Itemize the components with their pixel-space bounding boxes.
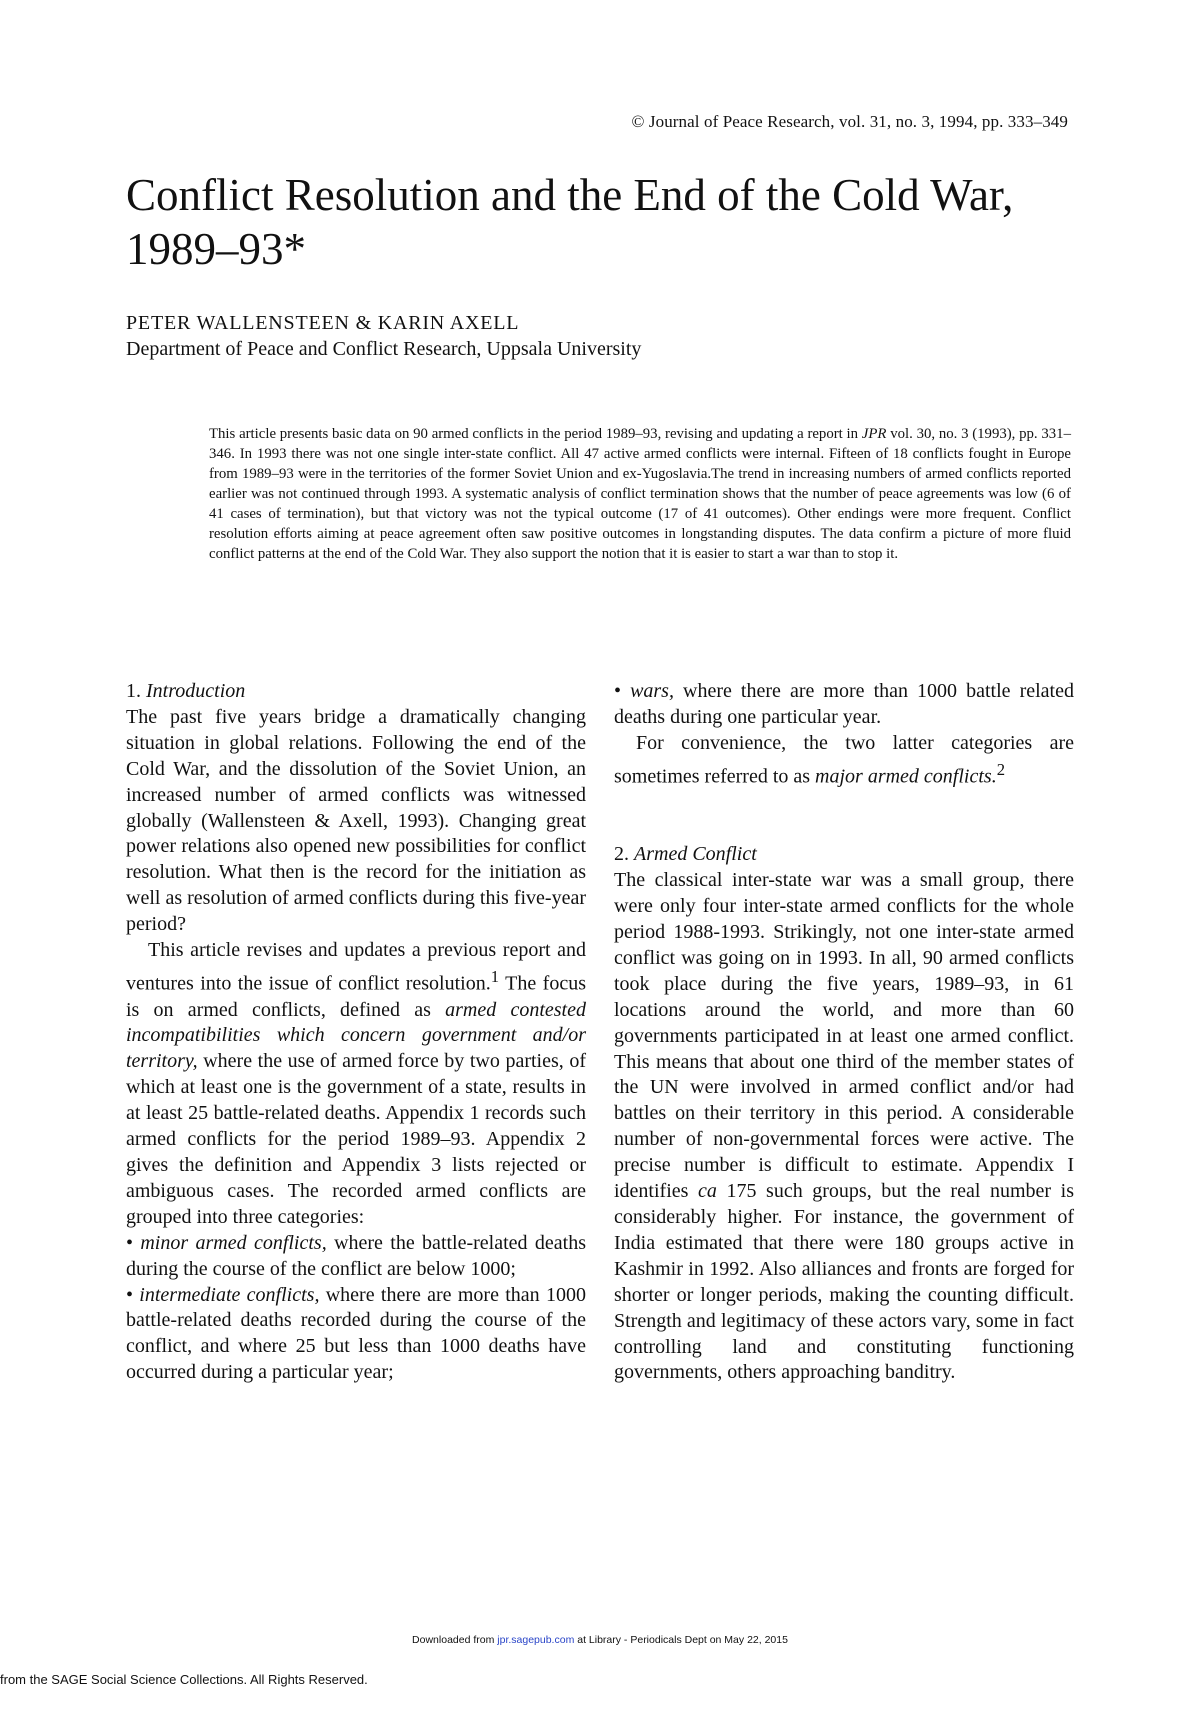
bullet-wars-term: wars, — [630, 680, 674, 702]
download-prefix: Downloaded from — [412, 1634, 498, 1646]
armed-conflict-paragraph-1 — [614, 868, 1074, 1386]
section-1-number: 1. — [126, 680, 141, 702]
journal-citation: © Journal of Peace Research, vol. 31, no. 3, 1994, pp. 333–349 — [631, 112, 1068, 131]
download-link[interactable]: jpr.sagepub.com — [497, 1634, 575, 1646]
article-title: Conflict Resolution and the End of the Cold War, 1989–93* — [126, 170, 1014, 274]
bullet-intermediate-text: where there are more than 1000 battle-related deaths recorded during the course of the conflict, and where 25 but less than 1000 deaths have occurred during a particular year; — [126, 1283, 586, 1384]
bullet-wars-text: where there are more than 1000 battle related deaths during one particular year. — [614, 680, 1074, 728]
rights-notice: from the SAGE Social Science Collections. All Rights Reserved. — [0, 1672, 368, 1687]
intro-p2-text-b: The focus is on armed conflicts, defined as — [126, 972, 586, 1021]
abstract — [209, 424, 1071, 564]
section-2-title: Armed Conflict — [634, 843, 757, 866]
right-column — [614, 679, 1074, 1386]
download-suffix: at Library - Periodicals Dept on May 22, 2015 — [574, 1634, 788, 1646]
circa-abbrev: ca — [698, 1180, 717, 1203]
article-authors: PETER WALLENSTEEN & KARIN AXELL — [126, 312, 520, 334]
footnote-marker-2: 2 — [996, 759, 1006, 779]
armed-conflict-p1-text-a: The classical inter-state war was a small group, there were only four inter-state armed conflicts for the whole period 1988-1993. Strikingly, not one inter-state armed conflict was going on in 1993. In all, 90 armed conflicts took place during the five years, 1989–93, in 61 locations around the world, and more than 60 governments participated in at least one armed conflict. This means that about one third of the member states of the UN were involved in armed conflict and/or had battles on their territory in this period. A considerable number of non-governmental forces were active. The precise number is difficult to estimate. Appendix I identifies — [614, 869, 1074, 1203]
intro-paragraph-3 — [614, 731, 1074, 790]
intro-p2-text-a: This article revises and updates a previous report and ventures into the issue of conflict resolution. — [126, 939, 586, 995]
intro-p2-text-c: where the use of armed force by two parties, of which at least one is the government of a state, results in at least 25 battle-related deaths. Appendix 1 records such armed conflicts for the period 1989–93. Appendix 2 gives the definition and Appendix 3 lists rejected or ambiguous cases. The recorded armed conflicts are grouped into three categories: — [126, 1050, 586, 1228]
section-1-title: Introduction — [146, 680, 246, 702]
intro-paragraph-1: The past five years bridge a dramatically changing situation in global relations. Following the end of the Cold War, and the dissolution of the Soviet Union, an increased number of armed conflicts was witnessed globally (Wallensteen & Axell, 1993). Changing great power relations also opened new possibilities for conflict resolution. What then is the record for the initiation as well as resolution of armed conflicts during this five-year period? — [126, 705, 586, 936]
section-2-heading — [614, 842, 1074, 868]
abstract-text-1: This article presents basic data on 90 armed conflicts in the period 1989–93, revising and updating a report in — [209, 426, 862, 442]
section-spacer — [614, 790, 1074, 842]
footnote-marker-1: 1 — [490, 966, 500, 986]
intro-paragraph-2 — [126, 938, 586, 1231]
section-2-number: 2. — [614, 843, 629, 866]
bullet-wars: • wars, where there are more than 1000 battle related deaths during one particular year. — [614, 680, 1074, 728]
abstract-journal-abbrev: JPR — [861, 426, 887, 442]
armed-conflict-p1-text-b: 175 such groups, but the real number is considerably higher. For instance, the government of India estimated that there were 180 groups active in Kashmir in 1992. Also alliances and fronts are forged for shorter or longer periods, making the counting difficult. Strength and legitimacy of these actors vary, some in fact controlling land and constituting functioning governments, others approaching banditry. — [614, 1180, 1074, 1384]
download-notice — [0, 1634, 1200, 1646]
section-1-heading — [126, 679, 586, 705]
abstract-text-2: vol. 30, no. 3 (1993), pp. 331–346. In 1993 there was not one single inter-state conflict. All 47 active armed conflicts were internal. Fifteen of 18 conflicts fought in Europe from 1989–93 were in the territories of the former Soviet Union and ex-Yugoslavia.The trend in increasing numbers of armed conflicts reported earlier was not continued through 1993. A systematic analysis of conflict termination shows that the number of peace agreements was low (6 of 41 cases of termination), but that victory was not the typical outcome (17 of 41 outcomes). Other endings were more frequent. Conflict resolution efforts aiming at peace agreement often saw positive outcomes in longstanding disputes. The data confirm a picture of more fluid conflict patterns at the end of the Cold War. They also support the notion that it is easier to start a war than to stop it. — [209, 426, 1071, 562]
bullet-intermediate-term: intermediate conflicts, — [139, 1283, 320, 1306]
bullet-intermediate-conflicts: • intermediate conflicts, where there are more than 1000 battle-related deaths recorded during the course of the conflict, and where 25 but less than 1000 deaths have occurred during a particular year; — [126, 1283, 586, 1384]
bullet-minor-text: where the battle-related deaths during the course of the conflict are below 1000; — [126, 1231, 586, 1280]
left-column — [126, 679, 586, 1386]
author-affiliation: Department of Peace and Conflict Research, Uppsala University — [126, 338, 642, 360]
bullet-minor-term: minor armed conflicts, — [140, 1231, 327, 1254]
armed-conflict-definition: armed contested incompatibilities which concern government and/or territory, — [126, 998, 586, 1073]
major-armed-conflicts-term: major armed conflicts. — [815, 765, 997, 788]
intro-p3-text: For convenience, the two latter categories are sometimes referred to as — [614, 731, 1074, 788]
bullet-minor-conflicts: • minor armed conflicts, where the battle-related deaths during the course of the conflict are below 1000; — [126, 1231, 586, 1280]
